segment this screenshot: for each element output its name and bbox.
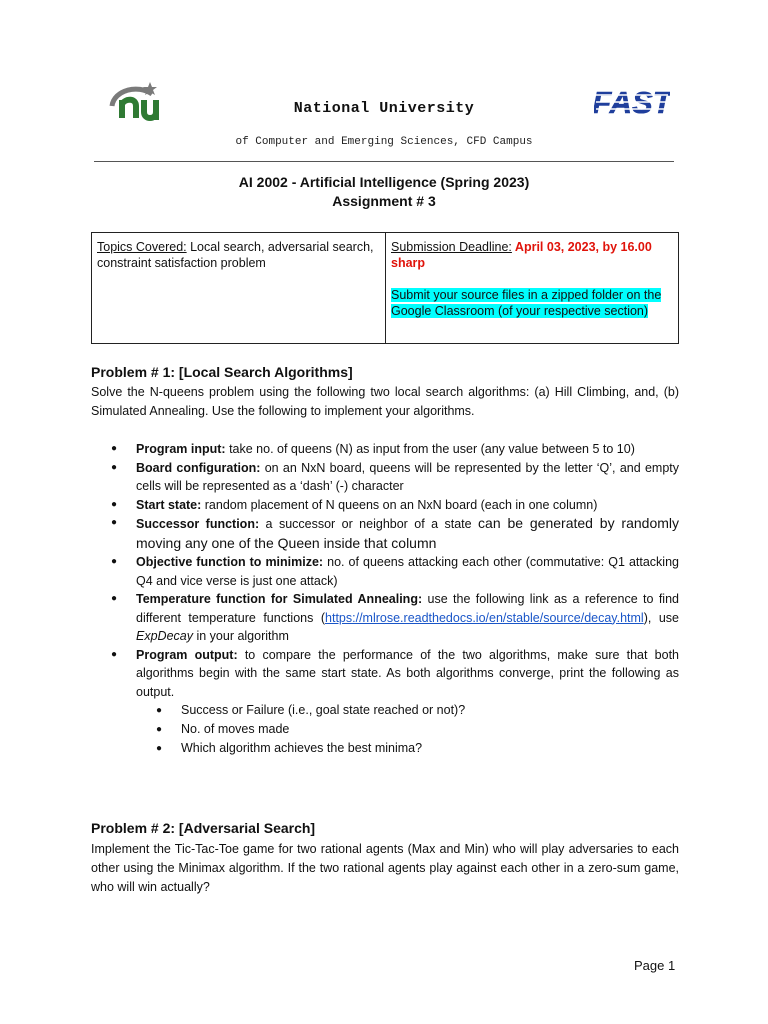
deadline-label: Submission Deadline:	[391, 240, 512, 254]
deadline-cell	[386, 233, 678, 343]
problem2-heading: Problem # 2: [Adversarial Search]	[91, 820, 316, 836]
decay-link[interactable]: https://mlrose.readthedocs.io/en/stable/source/decay.html	[325, 610, 644, 625]
list-item: ● Objective function to minimize: no. of queens attacking each other (commutative: Q1 attacking Q4 and vice verse is just one attack)	[91, 553, 679, 590]
topics-text: Local search, adversarial search, constraint satisfaction problem	[97, 240, 374, 270]
info-table	[91, 232, 679, 344]
header-divider	[94, 161, 674, 162]
deadline-value: April 03, 2023, by 16.00 sharp	[391, 240, 652, 270]
university-subtitle: of Computer and Emerging Sciences, CFD Campus	[235, 136, 533, 148]
sub-list-item: ● Which algorithm achieves the best minima?	[136, 739, 679, 758]
course-title: AI 2002 - Artificial Intelligence (Spring 2023)	[238, 174, 530, 190]
list-item: ● Board configuration: on an NxN board, queens will be represented by the letter ‘Q’, and empty cells will be represented as a ‘dash’ (-) character	[91, 459, 679, 496]
list-item: ● Successor function: a successor or neighbor of a state can be generated by randomly moving any one of the Queen inside that column	[91, 514, 679, 553]
sub-list-item: ● Success or Failure (i.e., goal state reached or not)?	[136, 701, 679, 720]
assignment-title: Assignment # 3	[332, 193, 436, 209]
problem1-list	[91, 440, 679, 758]
list-item: ● Program input: take no. of queens (N) as input from the user (any value between 5 to 10)	[91, 440, 679, 459]
fast-logo-text: FAST	[594, 85, 670, 120]
topics-cell	[92, 233, 386, 343]
university-name: National University	[293, 100, 475, 117]
problem2-text: Implement the Tic-Tac-Toe game for two rational agents (Max and Min) who will play adversaries to each other using the Minimax algorithm. If the two rational agents play against each other in a zero-sum game, who will win actually?	[91, 842, 679, 894]
list-item: ● Temperature function for Simulated Annealing: use the following link as a reference to find different temperature functions (https://mlrose.readthedocs.io/en/stable/source/decay.html), use ExpDecay in your algorithm	[91, 590, 679, 646]
submit-note: Submit your source files in a zipped folder on the Google Classroom (of your respective section)	[391, 288, 662, 318]
list-item: ● Program output: to compare the performance of the two algorithms, make sure that both algorithms begin with the same start state. As both algorithms converge, print the following as output. ● Success or Failure (i.e., goal state reached or not)? ● No. of moves made ● Which algorithm achieves the best minima?	[91, 646, 679, 759]
topics-label: Topics Covered:	[97, 240, 187, 254]
page-number: Page 1	[634, 958, 676, 973]
list-item: ● Start state: random placement of N queens on an NxN board (each in one column)	[91, 496, 679, 515]
problem1-heading: Problem # 1: [Local Search Algorithms]	[91, 364, 353, 380]
output-sublist	[136, 701, 679, 758]
problem1-intro: Solve the N-queens problem using the following two local search algorithms: (a) Hill Climbing, and, (b) Simulated Annealing. Use the following to implement your algorithms.	[91, 385, 679, 418]
sub-list-item: ● No. of moves made	[136, 720, 679, 739]
